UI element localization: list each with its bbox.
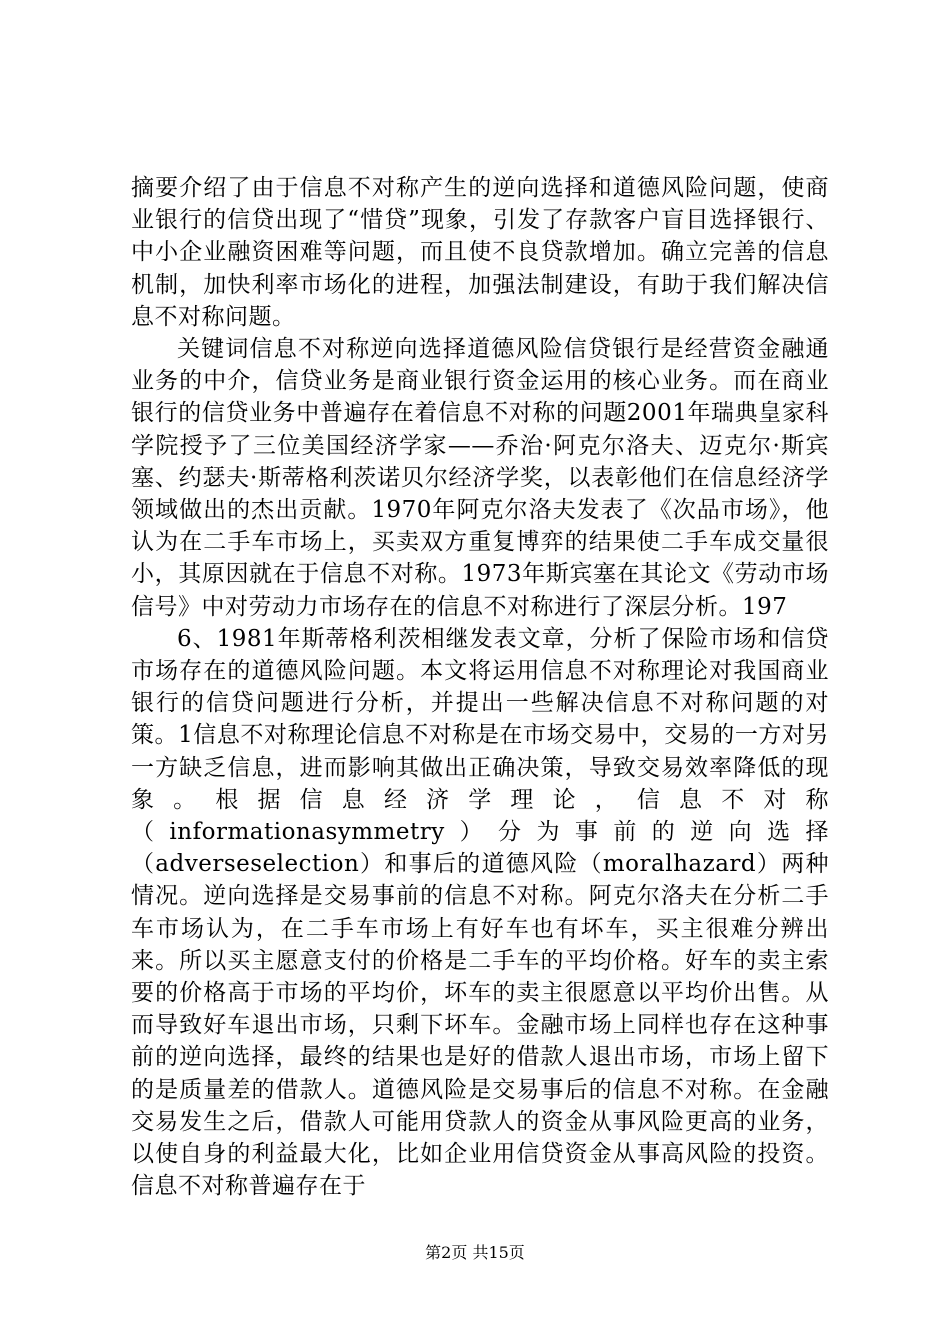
abstract-paragraph: 摘要介绍了由于信息不对称产生的逆向选择和道德风险问题，使商业银行的信贷出现了“惜贷”现象，引发了存款客户盲目选择银行、中小企业融资困难等问题，而且使不良贷款增加。确立完善的信息机制，加快利率市场化的进程，加强法制建设，有助于我们解决信息不对称问题。 [131,175,829,330]
document-body [131,172,829,1203]
page-number-footer: 第2页 共15页 [425,1243,525,1262]
theory-paragraph: 6、1981年斯蒂格利茨相继发表文章，分析了保险市场和信贷市场存在的道德风险问题。本文将运用信息不对称理论对我国商业银行的信贷问题进行分析，并提出一些解决信息不对称问题的对策。1信息不对称理论信息不对称是在市场交易中，交易的一方对另一方缺乏信息，进而影响其做出正确决策，导致交易效率降低的现象。根据信息经济学理论，信息不对称（informationasymmetry）分为事前的逆向选择（adverseselection）和事后的道德风险（moralhazard）两种情况。逆向选择是交易事前的信息不对称。阿克尔洛夫在分析二手车市场认为，在二手车市场上有好车也有坏车，买主很难分辨出来。所以买主愿意支付的价格是二手车的平均价格。好车的卖主索要的价格高于市场的平均价，坏车的卖主很愿意以平均价出售。从而导致好车退出市场，只剩下坏车。金融市场上同样也存在这种事前的逆向选择，最终的结果也是好的借款人退出市场，市场上留下的是质量差的借款人。道德风险是交易事后的信息不对称。在金融交易发生之后，借款人可能用贷款人的资金从事风险更高的业务，以使自身的利益最大化，比如企业用信贷资金从事高风险的投资。信息不对称普遍存在于 [131,625,829,1200]
keywords-paragraph: 关键词信息不对称逆向选择道德风险信贷银行是经营资金融通业务的中介，信贷业务是商业银行资金运用的核心业务。而在商业银行的信贷业务中普遍存在着信息不对称的问题2001年瑞典皇家科学院授予了三位美国经济学家——乔治·阿克尔洛夫、迈克尔·斯宾塞、约瑟夫·斯蒂格利茨诺贝尔经济学奖，以表彰他们在信息经济学领域做出的杰出贡献。1970年阿克尔洛夫发表了《次品市场》，他认为在二手车市场上，买卖双方重复博弈的结果使二手车成交量很小，其原因就在于信息不对称。1973年斯宾塞在其论文《劳动市场信号》中对劳动力市场存在的信息不对称进行了深层分析。197 [131,336,829,620]
